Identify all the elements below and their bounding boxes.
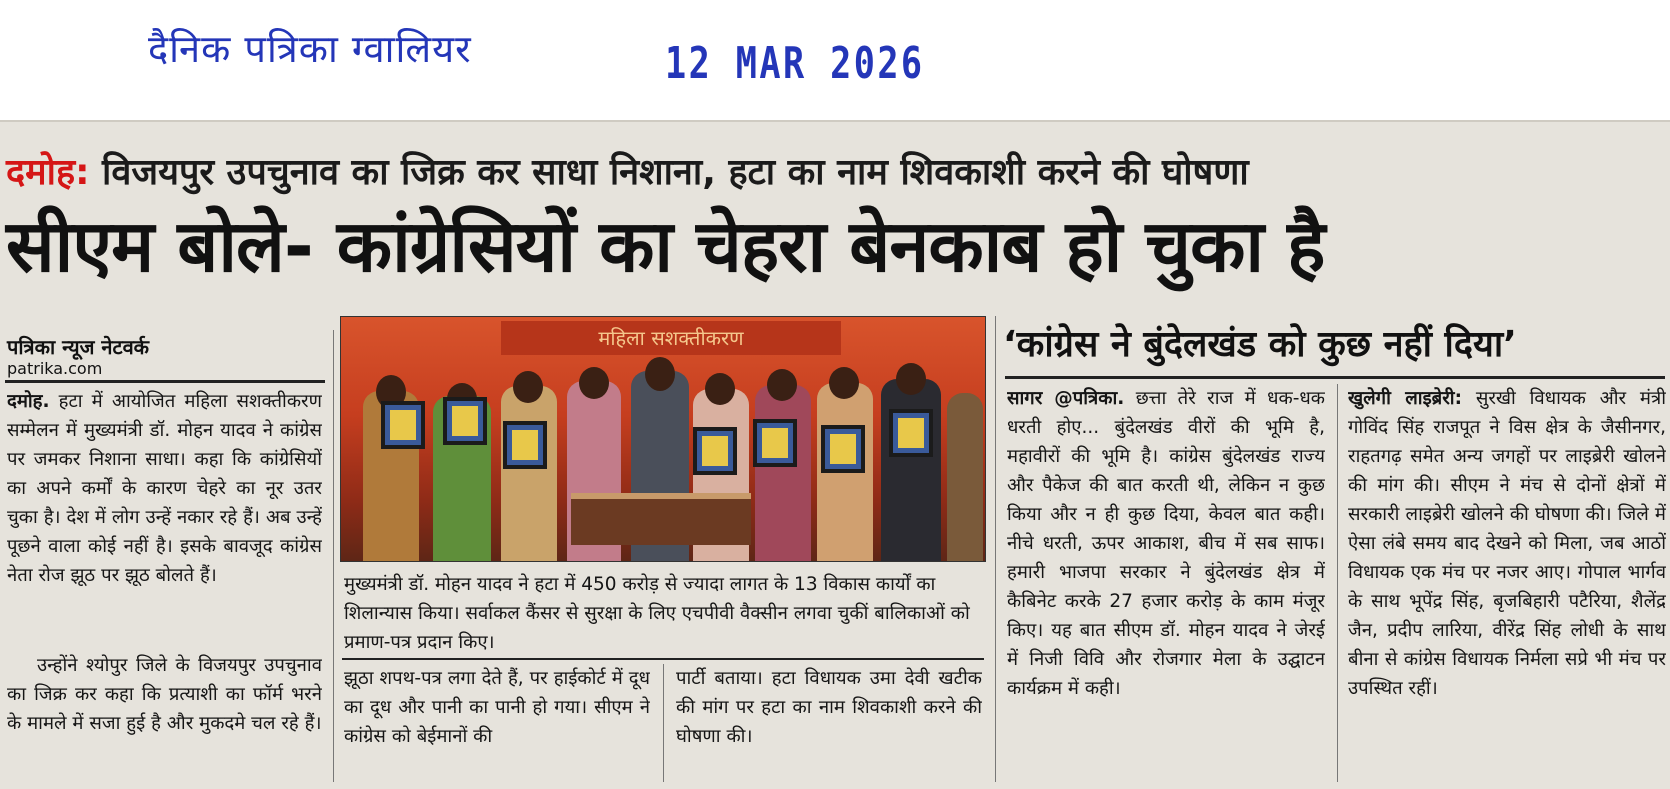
column-divider — [333, 330, 334, 782]
divider — [5, 380, 325, 383]
certificate-frame — [693, 427, 737, 475]
person-head — [645, 357, 675, 391]
person-head — [705, 373, 735, 405]
byline-website: patrika.com — [7, 359, 103, 378]
article-paragraph-3: झूठा शपथ-पत्र लगा देते हैं, पर हाईकोर्ट में दूध का दूध और पानी का पानी हो गया। सीएम ने कांग्रेस को बेईमानों की — [344, 668, 650, 747]
kicker-place: दमोह: — [6, 152, 90, 193]
certificate-frame — [381, 401, 425, 449]
person-head — [829, 367, 859, 399]
divider — [1005, 376, 1665, 379]
sidebar-paragraph-2: सुरखी विधायक और मंत्री गोविंद सिंह राजपूत ने विस क्षेत्र के जैसीनगर, राहतगढ़ समेत अन्य जगहों पर लाइब्रेरी खोलने की मांग की। सीएम ने मंच से दोनों क्षेत्रों में सरकारी लाइब्रेरी खोलने की घोषणा की। जिले में ऐसा लंबे समय बाद देखने को मिला, जब आठों विधायक एक मंच पर नजर आए। गोपाल भार्गव के साथ भूपेंद्र सिंह, बृजबिहारी पटैरिया, शैलेंद्र जैन, प्रदीप लारिया, वीरेंद्र सिंह लोधी के साथ बीना से कांग्रेस विधायक निर्मला सप्रे भी मंच पर उपस्थित रहीं। — [1348, 388, 1666, 699]
event-photo — [340, 316, 986, 562]
person-figure — [947, 393, 983, 561]
sidebar-dateline: सागर @पत्रिका. — [1007, 388, 1125, 409]
sidebar-lead: खुलेगी लाइब्रेरी: — [1348, 388, 1462, 409]
column-divider — [663, 664, 664, 782]
column-divider — [1337, 384, 1338, 782]
person-figure — [881, 379, 941, 561]
article-paragraph-4: पार्टी बताया। हटा विधायक उमा देवी खटीक की मांग पर हटा का नाम शिवकाशी करने की घोषणा की। — [676, 668, 982, 747]
sidebar-column-1 — [1007, 384, 1325, 784]
person-figure — [755, 385, 811, 561]
newspaper-stamp: दैनिक पत्रिका ग्वालियर — [148, 27, 472, 71]
person-head — [767, 369, 797, 401]
sidebar-headline: ‘कांग्रेस ने बुंदेलखंड को कुछ नहीं दिया’ — [1003, 324, 1517, 365]
article-paragraph-2: उन्होंने श्योपुर जिले के विजयपुर उपचुनाव का जिक्र कर कहा कि प्रत्याशी का फॉर्म भरने के मामले में सजा हुई है और मुकदमे चल रहे हैं। — [7, 655, 322, 734]
kicker-text: विजयपुर उपचुनाव का जिक्र कर साधा निशाना, हटा का नाम शिवकाशी करने की घोषणा — [89, 152, 1249, 193]
stage-table — [571, 493, 751, 545]
certificate-frame — [889, 409, 933, 457]
person-head — [579, 367, 609, 399]
person-head — [513, 371, 543, 403]
photo-caption: मुख्यमंत्री डॉ. मोहन यादव ने हटा में 450 करोड़ से ज्यादा लागत के 13 विकास कार्यों का शिलान्यास किया। सर्वाकल कैंसर से सुरक्षा के लिए एचपीवी वैक्सीन लगवा चुकीं बालिकाओं को प्रमाण-पत्र प्रदान किए। — [344, 574, 970, 653]
kicker-line — [0, 146, 1670, 196]
date-stamp: 12 MAR 2026 — [665, 38, 925, 89]
certificate-frame — [503, 421, 547, 469]
certificate-frame — [443, 397, 487, 445]
article-paragraph-1: हटा में आयोजित महिला सशक्तीकरण सम्मेलन में मुख्यमंत्री डॉ. मोहन यादव ने कांग्रेस पर जमकर निशाना साधा। कहा कि कांग्रेसियों का अपने कर्मों के कारण चेहरे का नूर उतर चुका है। देश में लोग उन्हें नकार रहे हैं। अब उन्हें पूछने वाला कोई नहीं है। इसके बावजूद कांग्रेस नेता रोज झूठ पर झूठ बोलते हैं। — [7, 391, 322, 586]
main-headline: सीएम बोले- कांग्रेसियों का चेहरा बेनकाब हो चुका है — [6, 204, 1325, 288]
column-divider — [995, 316, 996, 782]
byline-agency: पत्रिका न्यूज नेटवर्क — [7, 335, 150, 359]
person-head — [896, 363, 926, 395]
sidebar-column-2 — [1348, 384, 1666, 784]
divider — [342, 658, 984, 660]
article-column-1 — [7, 387, 322, 649]
person-figure — [501, 386, 557, 561]
certificate-frame — [753, 419, 797, 467]
photo-banner: महिला सशक्तीकरण — [501, 321, 841, 355]
article-dateline: दमोह. — [7, 391, 50, 412]
certificate-frame — [821, 425, 865, 473]
sidebar-paragraph-1: छत्ता तेरे राज में धक-धक धरती होए... बुंदेलखंड वीरों की भूमि है, महावीरों की भूमि है। कांग्रेस बुंदेलखंड राज्य और पैकेज की बात करती थी, लेकिन न कुछ किया और न ही कुछ दिया, केवल बात कही। नीचे धरती, ऊपर आकाश, बीच में सब साफ। हमारी भाजपा सरकार ने बुंदेलखंड क्षेत्र में कैबिनेट करके 27 हजार करोड़ के काम मंजूर किए। यह बात सीएम डॉ. मोहन यादव ने जेरई में निजी विवि और रोजगार मेला के उद्घाटन कार्यक्रम में कही। — [1007, 388, 1325, 699]
